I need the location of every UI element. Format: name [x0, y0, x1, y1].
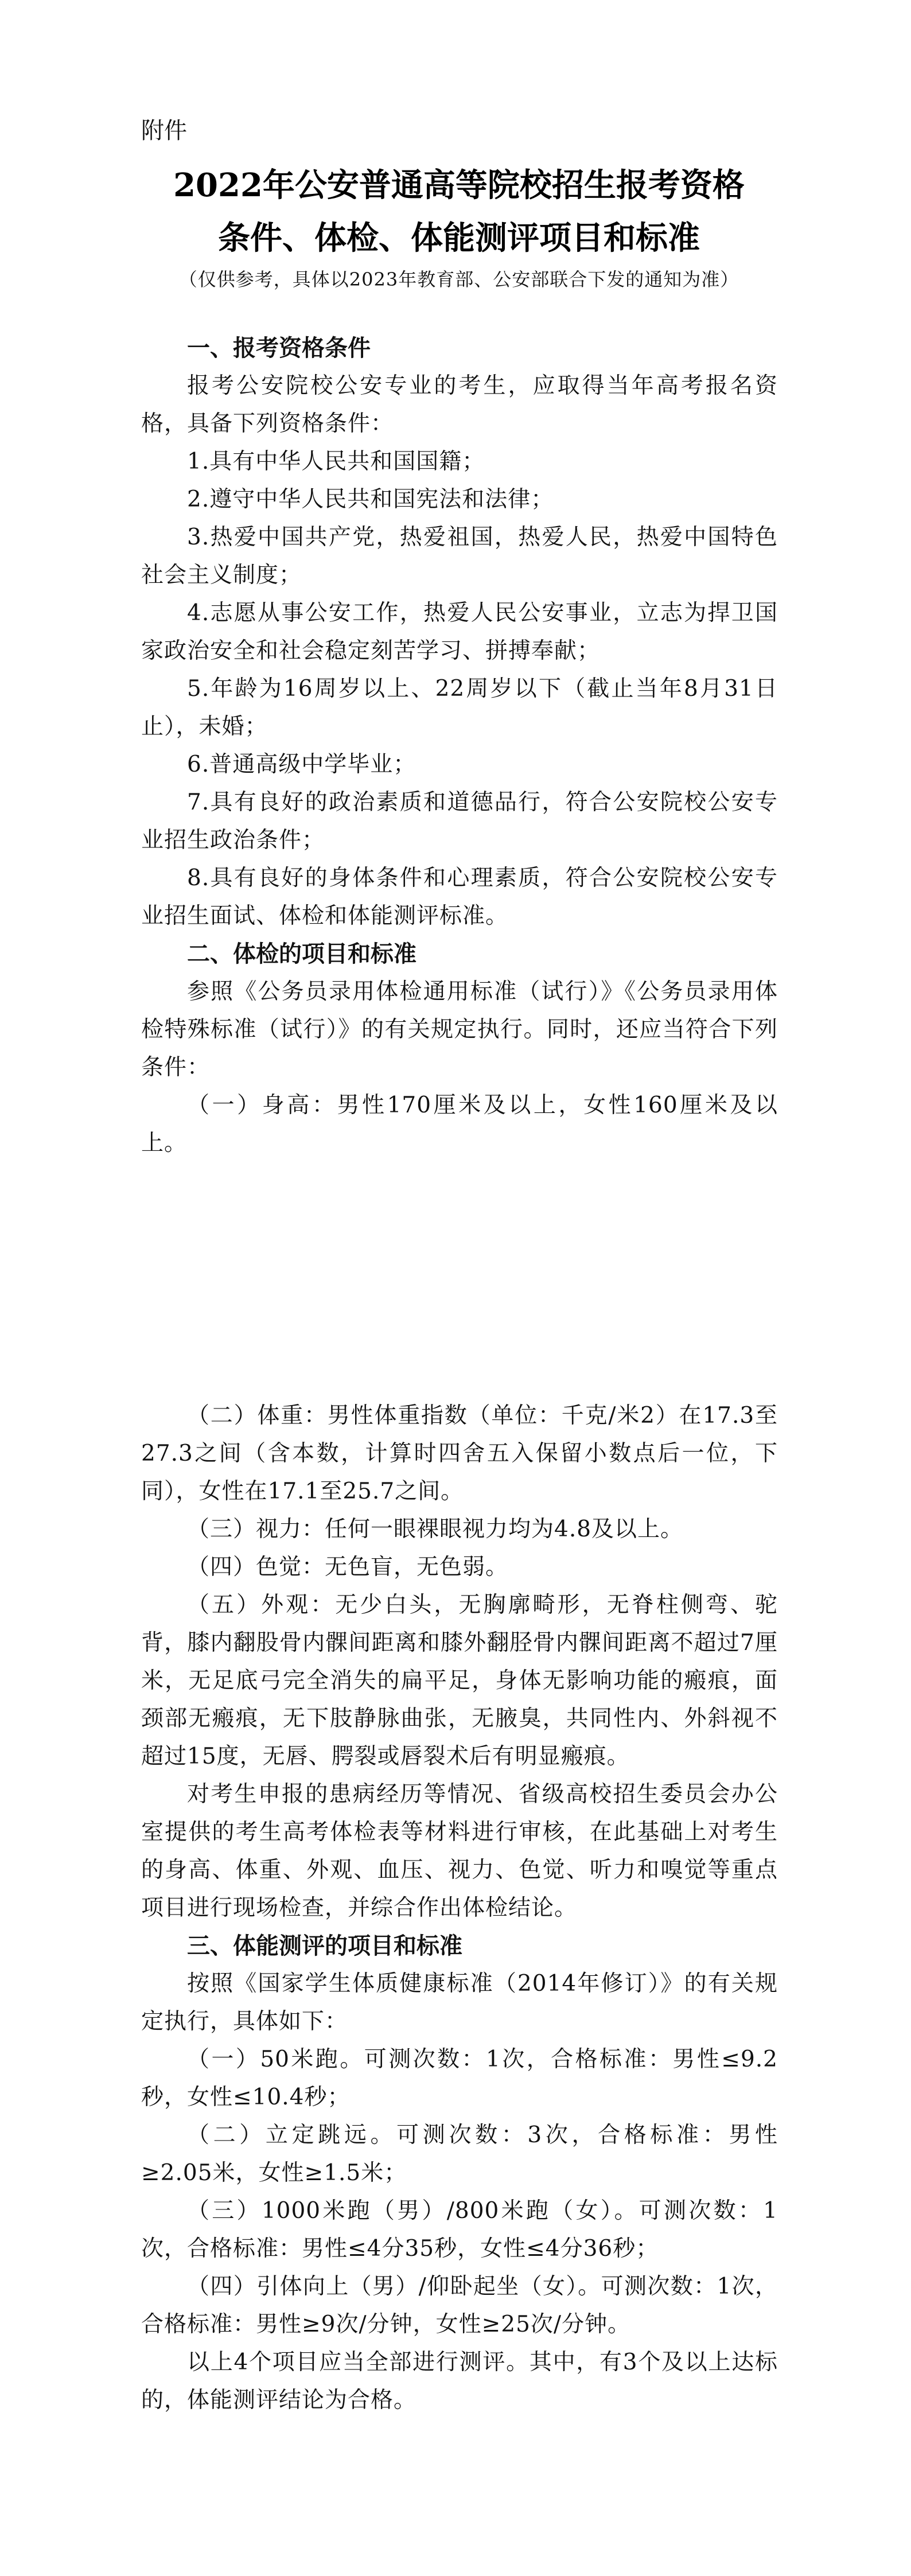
section2-height: （一）身高：男性170厘米及以上，女性160厘米及以上。 — [141, 1092, 778, 1156]
reference-note: （仅供参考，具体以2023年教育部、公安部联合下发的通知为准） — [178, 269, 739, 290]
section2-intro: 参照《公务员录用体检通用标准（试行）》《公务员录用体检特殊标准（试行）》的有关规定执行。同时，还应当符合下列条件： — [141, 979, 778, 1080]
section1-item-6: 6.普通高级中学毕业； — [187, 752, 416, 777]
section2-appearance: （五）外观：无少白头，无胸廓畸形，无脊柱侧弯、驼背，膝内翻股骨内髁间距离和膝外翻胫骨内髁间距离不超过7厘米，无足底弓完全消失的扁平足，身体无影响功能的瘢痕，面颈部无瘢痕，无下肢静脉曲张，无腋臭，共同性内、外斜视不超过15度，无唇、腭裂或唇裂术后有明显瘢痕。 — [141, 1592, 778, 1769]
section3-conclusion: 以上4个项目应当全部进行测评。其中，有3个及以上达标的，体能测评结论为合格。 — [141, 2349, 778, 2413]
section1-item-1: 1.具有中华人民共和国国籍； — [187, 449, 485, 474]
section2-vision: （三）视力：任何一眼裸眼视力均为4.8及以上。 — [187, 1516, 684, 1542]
body-block-lower — [141, 1397, 778, 2419]
section2-review: 对考生申报的患病经历等情况、省级高校招生委员会办公室提供的考生高考体检表等材料进行审核，在此基础上对考生的身高、体重、外观、血压、视力、色觉、听力和嗅觉等重点项目进行现场检查，并综合作出体检结论。 — [141, 1781, 778, 1921]
document-title-line1: 2022年公安普通高等院校招生报考资格 — [173, 166, 745, 204]
section1-intro: 报考公安院校公安专业的考生，应取得当年高考报名资格，具备下列资格条件： — [141, 373, 778, 437]
section2-color: （四）色觉：无色盲，无色弱。 — [187, 1554, 509, 1580]
body-block-upper — [141, 329, 778, 1162]
attachment-label: 附件 — [141, 118, 187, 144]
section3-heading: 三、体能测评的项目和标准 — [187, 1933, 462, 1959]
section1-item-8: 8.具有良好的身体条件和心理素质，符合公安院校公安专业招生面试、体检和体能测评标准。 — [141, 865, 778, 929]
section1-heading: 一、报考资格条件 — [187, 335, 371, 361]
section3-item-2: （二）立定跳远。可测次数：3次，合格标准：男性≥2.05米，女性≥1.5米； — [141, 2122, 778, 2186]
section2-weight: （二）体重：男性体重指数（单位：千克/米2）在17.3至27.3之间（含本数，计算时四舍五入保留小数点后一位，下同），女性在17.1至25.7之间。 — [141, 1403, 778, 1504]
section1-item-4: 4.志愿从事公安工作，热爱人民公安事业，立志为捍卫国家政治安全和社会稳定刻苦学习、拼搏奉献； — [141, 600, 778, 664]
section1-item-3: 3.热爱中国共产党，热爱祖国，热爱人民，热爱中国特色社会主义制度； — [141, 524, 778, 588]
section3-item-1: （一）50米跑。可测次数：1次，合格标准：男性≤9.2秒，女性≤10.4秒； — [141, 2046, 778, 2110]
section1-item-7: 7.具有良好的政治素质和道德品行，符合公安院校公安专业招生政治条件； — [141, 789, 778, 853]
document-title-line2: 条件、体检、体能测评项目和标准 — [218, 219, 700, 257]
section1-item-2: 2.遵守中华人民共和国宪法和法律； — [187, 487, 554, 512]
section3-item-4: （四）引体向上（男）/仰卧起坐（女）。可测次数：1次，合格标准：男性≥9次/分钟，女性≥25次/分钟。 — [141, 2274, 778, 2337]
section1-item-5: 5.年龄为16周岁以上、22周岁以下（截止当年8月31日止），未婚； — [141, 676, 778, 740]
section3-intro: 按照《国家学生体质健康标准（2014年修订）》的有关规定执行，具体如下： — [141, 1971, 778, 2034]
section2-heading: 二、体检的项目和标准 — [187, 941, 416, 967]
section3-item-3: （三）1000米跑（男）/800米跑（女）。可测次数：1次，合格标准：男性≤4分35秒，女性≤4分36秒； — [141, 2198, 778, 2262]
